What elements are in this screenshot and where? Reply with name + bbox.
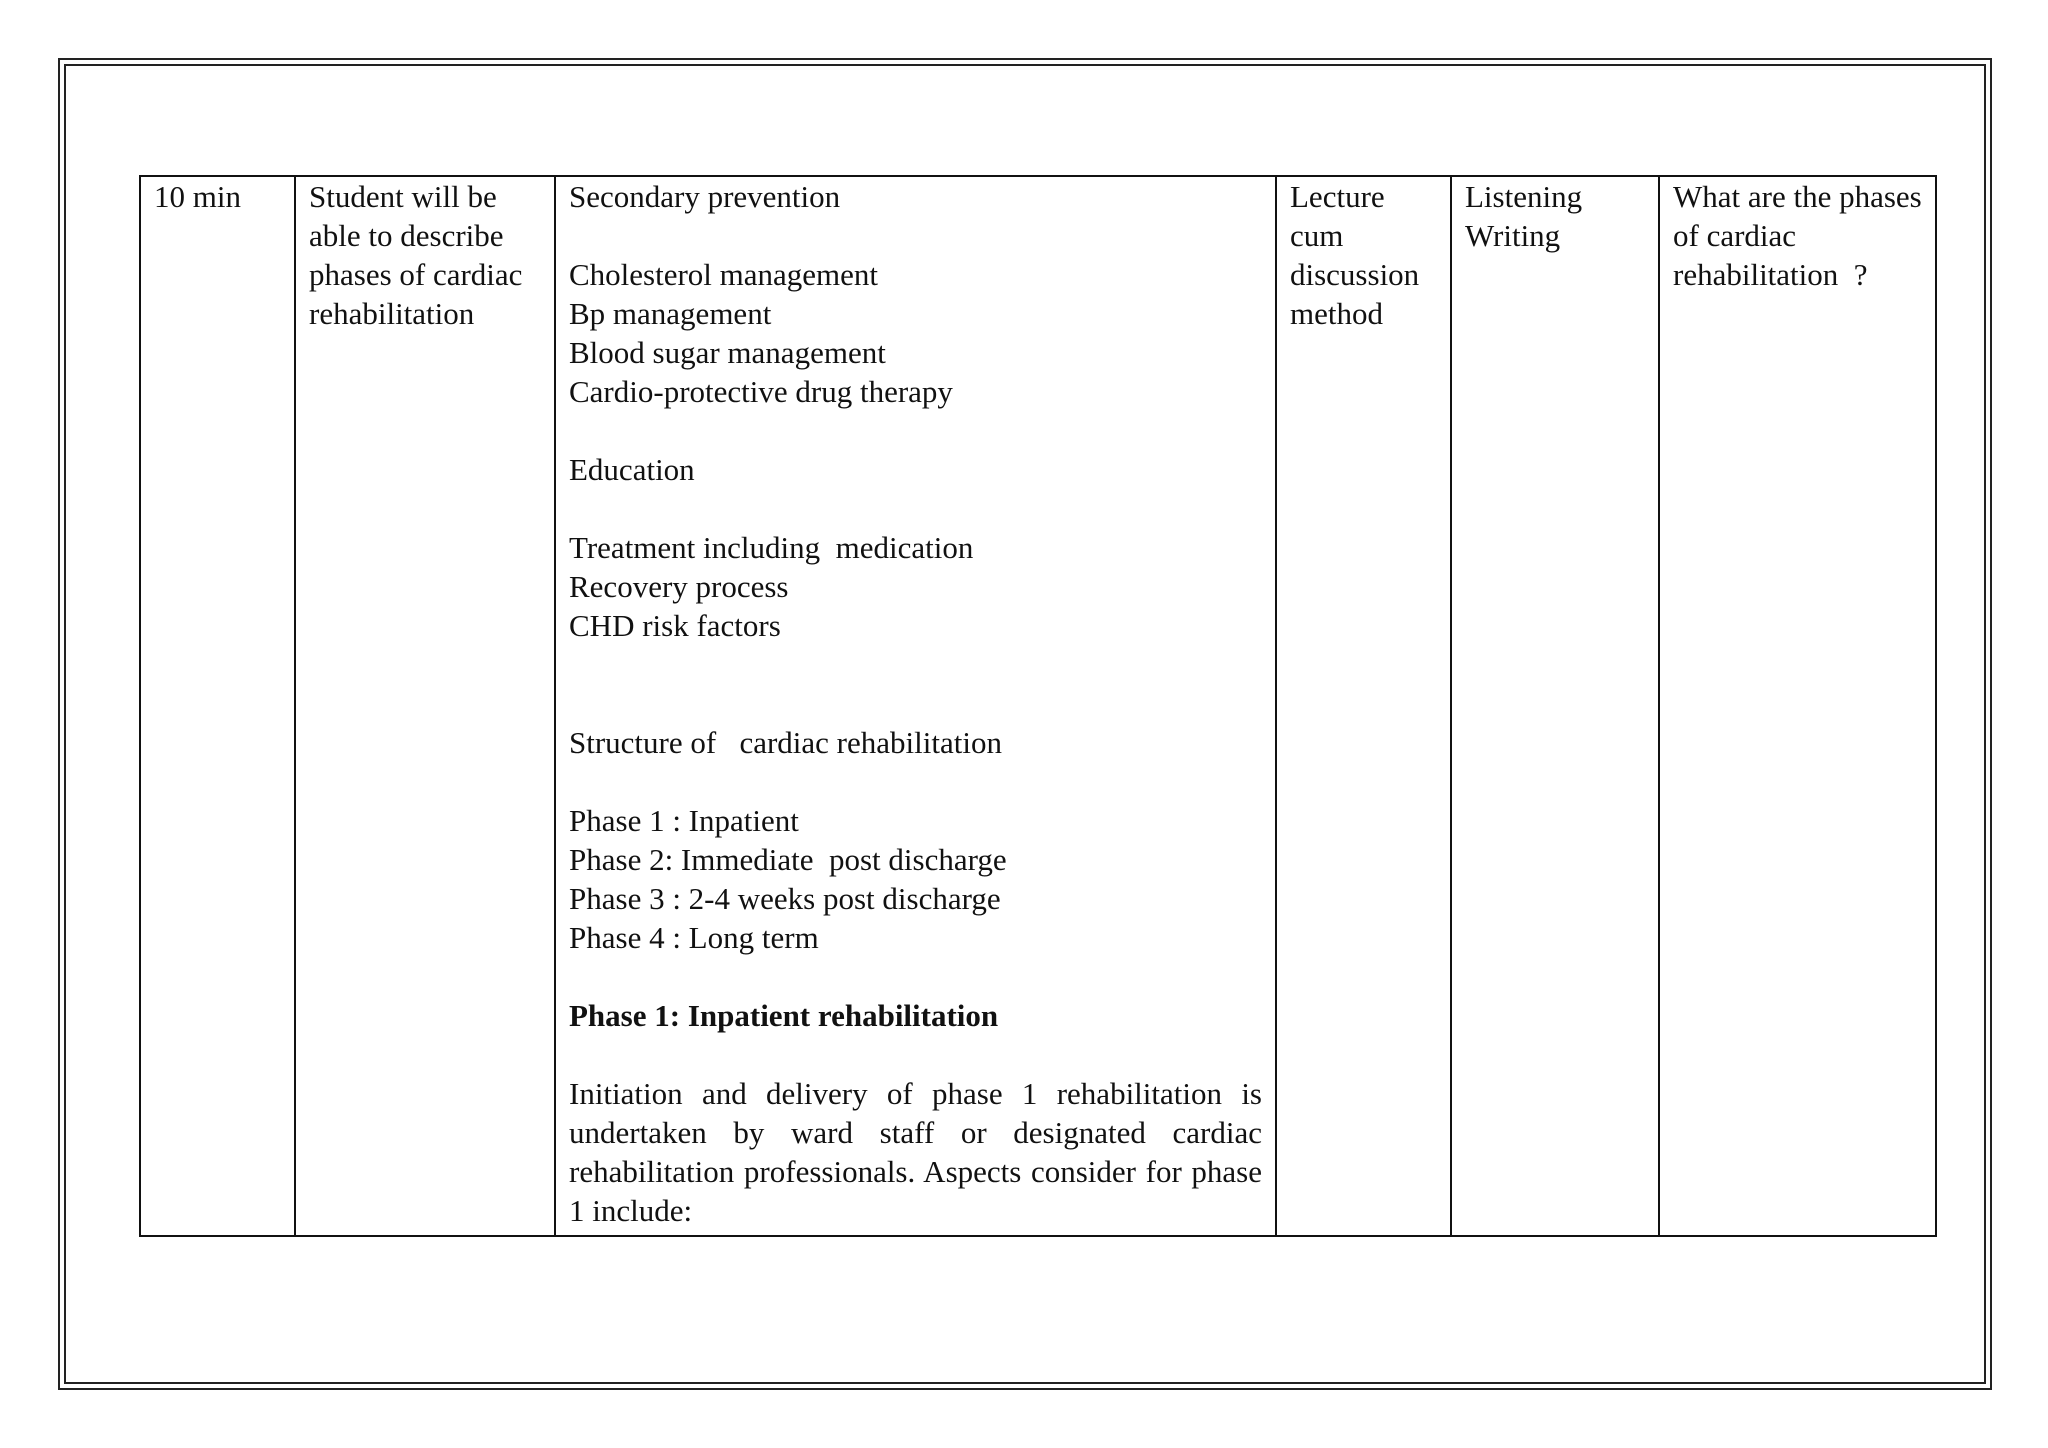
teaching-method-text: Lecture cum discussion method	[1290, 179, 1420, 331]
phase-item: Phase 3 : 2-4 weeks post discharge	[569, 881, 1001, 916]
table-row	[140, 176, 1936, 1236]
teaching-method-cell	[1276, 176, 1451, 1236]
objective-cell	[295, 176, 555, 1236]
list-item: Recovery process	[569, 569, 789, 604]
list-item: Cholesterol management	[569, 257, 879, 292]
list-item: Bp management	[569, 296, 772, 331]
phase1-paragraph: Initiation and delivery of phase 1 rehabilitation is undertaken by ward staff or designated cardiac rehabilitation professionals. Aspects consider for phase 1 include:	[569, 1076, 1262, 1228]
phase1-heading: Phase 1: Inpatient rehabilitation	[569, 998, 999, 1033]
phase-item: Phase 4 : Long term	[569, 920, 819, 955]
objective-text: Student will be able to describe phases of cardiac rehabilitation	[309, 179, 523, 331]
activity-item: Writing	[1465, 218, 1561, 253]
phase-item: Phase 1 : Inpatient	[569, 803, 799, 838]
lesson-plan-table	[139, 175, 1937, 1237]
evaluation-cell	[1659, 176, 1936, 1236]
list-item: Treatment including medication	[569, 530, 974, 565]
list-item: Cardio-protective drug therapy	[569, 374, 953, 409]
education-heading: Education	[569, 452, 695, 487]
time-text: 10 min	[154, 179, 241, 214]
structure-heading: Structure of cardiac rehabilitation	[569, 725, 1002, 760]
list-item: CHD risk factors	[569, 608, 781, 643]
learning-activity-cell	[1451, 176, 1659, 1236]
time-cell	[140, 176, 295, 1236]
list-item: Blood sugar management	[569, 335, 886, 370]
activity-item: Listening	[1465, 179, 1583, 214]
evaluation-text: What are the phases of cardiac rehabilitation ?	[1673, 179, 1930, 292]
phase-item: Phase 2: Immediate post discharge	[569, 842, 1007, 877]
content-cell	[555, 176, 1276, 1236]
secondary-prevention-heading: Secondary prevention	[569, 179, 841, 214]
